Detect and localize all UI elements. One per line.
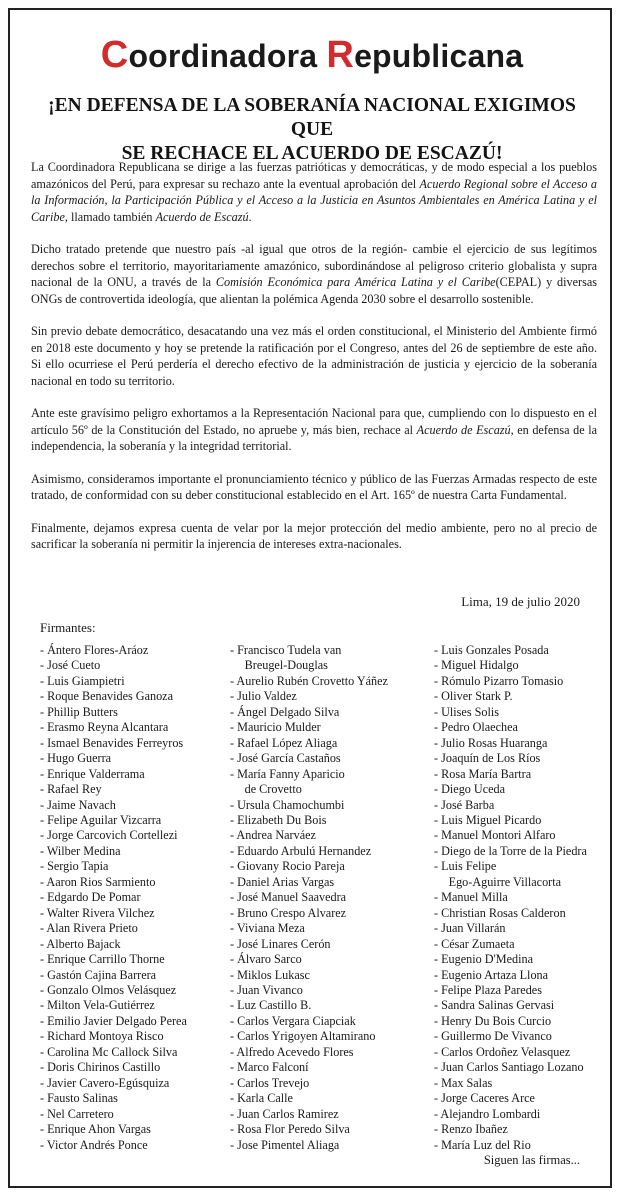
paragraph-6: Finalmente, dejamos expresa cuenta de velar por la mejor protección del medio ambiente, pero no al precio de sacrificar la soberanía ni permitir la injerencia de intereses extra-nacionales. (31, 520, 597, 551)
signatory-name: - Felipe Plaza Paredes (434, 982, 542, 997)
logo-text-1: oordinadora (128, 38, 327, 74)
signatory-name: - Sergio Tapia (40, 859, 109, 874)
date-line: Lima, 19 de julio 2020 (461, 594, 580, 609)
signatory-name: - Jose Pimentel Aliaga (230, 1137, 340, 1152)
signatory-name: - Henry Du Bois Curcio (434, 1013, 552, 1028)
signatory-name: - Gastón Cajina Barrera (40, 967, 157, 982)
signatory-name: - Miguel Hidalgo (434, 658, 519, 673)
signatory-name: de Crovetto (244, 782, 302, 797)
signatory-name: - Alberto Bajack (40, 936, 121, 951)
signatory-name: - Francisco Tudela van (230, 643, 342, 657)
signatory-name: - Carlos Yrigoyen Altamirano (230, 1029, 376, 1044)
signatory-name: Ego-Aguirre Villacorta (448, 874, 562, 889)
signatory-name: - María Luz del Rio (434, 1137, 531, 1152)
signatory-name: - Hugo Guerra (40, 751, 112, 766)
logo-letter-r: R (326, 34, 355, 76)
signatory-name: - Giovany Rocio Pareja (230, 859, 345, 874)
signatory-name: - Carlos Vergara Ciapciak (230, 1013, 356, 1028)
signatory-name: - Nel Carretero (40, 1106, 114, 1121)
signatory-name: - César Zumaeta (434, 936, 515, 951)
signatory-name: - Richard Montoya Risco (40, 1029, 164, 1044)
signatory-name: - Diego Uceda (434, 782, 506, 797)
organization-logo (10, 34, 614, 77)
signatory-name: - Carlos Ordoñez Velasquez (434, 1044, 571, 1059)
signatory-name: - Mauricio Mulder (230, 720, 321, 735)
signatory-name: - Rosa Flor Peredo Silva (230, 1122, 350, 1137)
signatory-name: - Carlos Trevejo (230, 1075, 310, 1090)
signatory-name: - Rómulo Pizarro Tomasio (434, 673, 564, 688)
signatory-name: - Alejandro Lombardi (434, 1106, 541, 1121)
signatory-name: - Diego de la Torre de la Piedra (434, 843, 587, 858)
signatory-name: - Christian Rosas Calderon (434, 905, 566, 920)
signatory-name: - Daniel Arias Vargas (230, 874, 335, 889)
signatory-name: - Álvaro Sarco (230, 952, 302, 967)
signatory-name: - Doris Chirinos Castillo (40, 1060, 161, 1075)
signatories-label: Firmantes: (40, 620, 96, 635)
more-signatures-note: Siguen las firmas... (483, 1153, 580, 1167)
document-frame (8, 8, 612, 1188)
logo-text-2: epublicana (354, 38, 524, 74)
signatory-name: - Guillermo De Vivanco (434, 1029, 552, 1044)
signatory-name: Breugel-Douglas (244, 658, 328, 673)
signatory-name: - Rafael López Aliaga (230, 735, 338, 750)
paragraph-1 (31, 159, 597, 225)
signatory-name: - Oliver Stark P. (434, 689, 513, 704)
signatory-name: - Ulises Solis (434, 704, 500, 719)
signatory-name: - Marco Falconí (230, 1060, 309, 1075)
p1-agreement-title: Acuerdo Regional sobre el Acceso a la Información, la Participación Pública y el Acceso a la Justicia en Asuntos Ambientales en América Latina y el Caribe (31, 176, 597, 224)
signatory-name: - Eugenio Artaza Llona (434, 967, 549, 982)
signatory-name: - Luis Felipe (434, 859, 497, 874)
signatory-name: - Enrique Valderrama (40, 766, 145, 781)
signatory-name: - Rafael Rey (40, 782, 102, 797)
signatory-name: - Juan Carlos Ramirez (230, 1106, 339, 1121)
headline-line-2: SE RECHACE EL ACUERDO DE ESCAZÚ! (121, 143, 503, 164)
signatory-name: - Phillip Butters (40, 704, 118, 719)
signatory-name: - José Manuel Saavedra (230, 890, 347, 905)
signatory-name: - Erasmo Reyna Alcantara (40, 720, 169, 735)
signatory-name: - Miklos Lukasc (230, 967, 310, 982)
logo-letter-c: C (100, 34, 129, 76)
signatory-name: - Eduardo Arbulú Hernandez (230, 843, 372, 858)
signatory-name: - Walter Rivera Vilchez (40, 905, 155, 920)
signatory-name: - Ursula Chamochumbi (230, 797, 345, 812)
signatory-name: - Juan Villarán (434, 921, 506, 936)
p1-end: . (248, 209, 252, 224)
p1-escazu: Acuerdo de Escazú (155, 209, 249, 224)
signatory-name: - Victor Andrés Ponce (40, 1137, 148, 1152)
signatory-name: - José Cueto (40, 658, 101, 673)
signatory-name: - Viviana Meza (230, 921, 305, 936)
signatory-name: - Julio Valdez (230, 689, 297, 704)
p2-text: Dicho tratado pretende que nuestro país -al igual que otros de la región- cambie el ejercicio de sus legítimos derechos sobre el territorio, mayoritariamente amazónico, subordinándose al peligroso criterio globalista y supra nacional de la ONU, a través de la (31, 242, 597, 289)
paragraph-2 (31, 241, 597, 307)
signatory-name: - Luz Castillo B. (230, 998, 312, 1013)
signatory-name: - Elizabeth Du Bois (230, 812, 327, 827)
signatory-name: - Ángel Delgado Silva (230, 704, 340, 719)
p4-text-2: , en defensa de la independencia, la soberanía y la integridad territorial. (31, 422, 597, 453)
signatory-name: - Jorge Carcovich Cortellezi (40, 828, 178, 843)
signatory-name: - Aaron Rios Sarmiento (40, 874, 156, 889)
signatories-column-2 (230, 643, 388, 1153)
p4-escazu: Acuerdo de Escazú (416, 422, 511, 437)
signatory-name: - Rosa María Bartra (434, 766, 532, 781)
paragraph-5: Asimismo, consideramos importante el pronunciamiento técnico y público de las Fuerzas Armadas respecto de este tratado, de conformidad con su deber constitucional establecido en el Art. 165º de nuestra Carta Fundamental. (31, 471, 597, 502)
signatory-name: - Juan Vivanco (230, 982, 303, 997)
signatory-name: - Karla Calle (230, 1091, 293, 1106)
signatory-name: - Pedro Olaechea (434, 720, 518, 735)
signatory-name: - Fausto Salinas (40, 1091, 118, 1106)
signatory-name: - Wilber Medina (40, 843, 121, 858)
signatory-name: - Renzo Ibañez (434, 1122, 508, 1137)
signatory-name: - Alan Rivera Prieto (40, 921, 138, 936)
signatory-name: - Aurelio Rubén Crovetto Yáñez (230, 673, 388, 688)
p2-text-2: (CEPAL) y diversas ONGs de controvertida ideología, que alientan la polémica Agenda 2030 sobre el desarrollo sostenible. (31, 275, 597, 306)
signatory-name: - Emilio Javier Delgado Perea (40, 1013, 187, 1028)
signatory-name: - Andrea Narváez (230, 828, 316, 843)
signatory-name: - Carolina Mc Callock Silva (40, 1044, 178, 1059)
signatory-name: - Jaime Navach (40, 797, 116, 812)
signatory-name: - José Linares Cerón (230, 936, 331, 951)
signatory-name: - Ántero Flores-Aráoz (40, 643, 149, 657)
signatory-name: - Enrique Carrillo Thorne (40, 952, 165, 967)
signatory-name: - Joaquín de Los Ríos (434, 751, 541, 766)
paragraph-3: Sin previo debate democrático, desacatando una vez más el orden constitucional, el Ministerio del Ambiente firmó en 2018 este documento y hoy se pretende la ratificación por el Congreso, antes del 26 de septiembre de este año. Si ello ocurriese el Perú perdería el derecho efectivo de la administración de justicia y ejercicio de la soberanía nacional en todo su territorio. (31, 324, 597, 388)
headline (30, 94, 594, 166)
signatory-name: - Julio Rosas Huaranga (434, 735, 548, 750)
signatory-name: - Enrique Ahon Vargas (40, 1122, 151, 1137)
p1-text: La Coordinadora Republicana se dirige a las fuerzas patrióticas y democráticas, y de modo especial a los pueblos amazónicos del Perú, para expresar su rechazo ante la eventual aprobación del (31, 160, 597, 191)
signatory-name: - José García Castaños (230, 751, 341, 766)
signatory-name: - Luis Miguel Picardo (434, 812, 542, 827)
signatories-column-1 (40, 643, 187, 1153)
signatory-name: - Gonzalo Olmos Velásquez (40, 982, 177, 997)
signatory-name: - Jorge Caceres Arce (434, 1091, 535, 1106)
signatories-column-3 (434, 643, 587, 1153)
signatory-name: - José Barba (434, 797, 495, 812)
headline-line-1: ¡EN DEFENSA DE LA SOBERANÍA NACIONAL EXIGIMOS QUE (48, 95, 576, 140)
p1-text-2: , llamado también (64, 209, 156, 224)
signatory-name: - Eugenio D'Medina (434, 952, 533, 967)
signatory-name: - Manuel Milla (434, 890, 508, 905)
p2-cepal: Comisión Económica para América Latina y el Caribe (215, 275, 496, 289)
paragraph-4 (31, 405, 597, 455)
signatory-name: - Edgardo De Pomar (40, 890, 141, 905)
signatory-name: - Milton Vela-Gutiérrez (40, 998, 155, 1013)
signatory-name: - Luis Gonzales Posada (434, 643, 549, 657)
signatory-name: - Luis Giampietri (40, 673, 125, 688)
signatory-name: - Max Salas (434, 1075, 493, 1090)
statement-body (31, 159, 597, 569)
signatory-name: - Manuel Montori Alfaro (434, 828, 556, 843)
signatory-name: - Alfredo Acevedo Flores (230, 1044, 354, 1059)
signatory-name: - Sandra Salinas Gervasi (434, 998, 555, 1013)
signatory-name: - Juan Carlos Santiago Lozano (434, 1060, 584, 1075)
signatory-name: - Ismael Benavides Ferreyros (40, 735, 184, 750)
signatory-name: - Roque Benavides Ganoza (40, 689, 174, 704)
signatory-name: - Felipe Aguilar Vizcarra (40, 812, 162, 827)
signatory-name: - Bruno Crespo Alvarez (230, 905, 347, 920)
signatory-name: - María Fanny Aparicio (230, 766, 345, 781)
p4-text: Ante este gravísimo peligro exhortamos a la Representación Nacional para que, cumpliendo con lo dispuesto en el artículo 56º de la Constitución del Estado, no apruebe y, más bien, rechace al (31, 406, 597, 437)
signatory-name: - Javier Cavero-Egúsquiza (40, 1075, 170, 1090)
